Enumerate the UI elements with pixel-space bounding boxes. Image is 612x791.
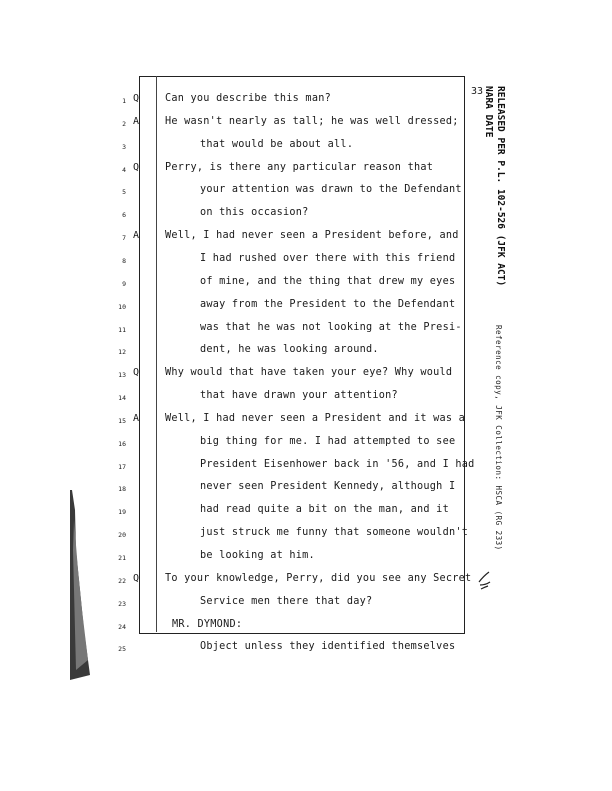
- line-number: 25: [118, 645, 126, 654]
- line-text: Well, I had never seen a President before, and: [165, 230, 459, 242]
- line-number: 10: [118, 302, 126, 311]
- line-text: Perry, is there any particular reason that: [165, 161, 434, 173]
- line-text: your attention was drawn to the Defendant: [200, 184, 462, 196]
- speaker-label: Q: [133, 93, 140, 104]
- line-number: 20: [118, 531, 126, 540]
- line-number: 21: [118, 554, 126, 562]
- speaker-label: Q: [133, 161, 140, 173]
- transcript-line: [0, 344, 600, 362]
- line-text: To your knowledge, Perry, did you see any Secret: [165, 572, 472, 584]
- line-number: 17: [118, 462, 126, 471]
- line-text: Object unless they identified themselves: [200, 641, 456, 653]
- line-text: big thing for me. I had attempted to see: [200, 435, 456, 447]
- line-text: Can you describe this man?: [165, 93, 331, 104]
- line-text: that have drawn your attention?: [200, 390, 398, 402]
- line-number: 13: [118, 371, 126, 380]
- line-number: 9: [122, 279, 126, 288]
- transcript-line: [0, 322, 600, 340]
- transcript-line: [0, 253, 600, 271]
- line-text: I had rushed over there with this friend: [200, 252, 456, 264]
- transcript-line: [0, 139, 600, 157]
- transcript-line: [0, 230, 600, 248]
- line-number: 8: [122, 256, 126, 265]
- transcript-line: [0, 276, 600, 294]
- line-text: be looking at him.: [200, 550, 315, 561]
- transcript-line: [0, 184, 600, 202]
- line-number: 23: [118, 599, 126, 608]
- transcript-line: [0, 459, 600, 477]
- line-number: 2: [122, 119, 126, 128]
- line-number: 1: [122, 97, 126, 105]
- reference-copy-note: Reference copy, JFK Collection: HSCA (RG 233): [494, 325, 503, 551]
- transcript-line: [0, 367, 600, 385]
- transcript-line: [0, 390, 600, 408]
- line-text: President Eisenhower back in '56, and I had: [200, 458, 475, 470]
- speaker-label: A: [133, 412, 140, 424]
- line-text: just struck me funny that someone wouldn't: [200, 527, 469, 539]
- line-number: 4: [122, 165, 126, 174]
- transcript-line: [0, 299, 600, 317]
- line-number: 24: [118, 622, 126, 631]
- line-text: Why would that have taken your eye? Why would: [165, 367, 453, 379]
- line-number: 22: [118, 576, 126, 585]
- line-text: that would be about all.: [200, 138, 354, 150]
- line-text: was that he was not looking at the Presi-: [200, 321, 462, 333]
- line-text: Service men there that day?: [200, 595, 373, 607]
- line-text: MR. DYMOND:: [172, 618, 243, 630]
- line-text: had read quite a bit on the man, and it: [200, 504, 449, 516]
- transcript-line: [0, 116, 600, 134]
- line-number: 16: [118, 439, 126, 448]
- line-text: never seen President Kennedy, although I: [200, 481, 456, 493]
- line-number: 11: [118, 325, 126, 334]
- speaker-label: A: [133, 115, 140, 127]
- line-text: Well, I had never seen a President and it was a: [165, 412, 466, 424]
- speaker-label: A: [133, 230, 140, 242]
- transcript-line: [0, 207, 600, 225]
- transcript-line: [0, 93, 600, 111]
- line-text: of mine, and the thing that drew my eyes: [200, 275, 456, 287]
- transcript-line: [0, 436, 600, 454]
- release-stamp-line-1: RELEASED PER P.L. 102-526 (JFK ACT): [495, 86, 506, 287]
- line-text: away from the President to the Defendant: [200, 298, 456, 310]
- line-number: 6: [122, 211, 126, 220]
- handwritten-check-icon: [476, 570, 492, 592]
- line-number: 7: [122, 234, 126, 243]
- transcript-line: [0, 162, 600, 180]
- line-text: He wasn't nearly as tall; he was well dressed;: [165, 115, 459, 127]
- scan-shadow-edge: [70, 490, 92, 680]
- line-number: 3: [122, 142, 126, 151]
- line-number: 14: [118, 394, 126, 403]
- line-text: dent, he was looking around.: [200, 344, 379, 356]
- speaker-label: Q: [133, 572, 140, 584]
- release-stamp-line-2: NARA DATE: [483, 86, 494, 138]
- line-number: 12: [118, 348, 126, 357]
- line-number: 18: [118, 485, 126, 494]
- line-number: 15: [118, 416, 126, 425]
- transcript-line: [0, 413, 600, 431]
- page-number: 33: [471, 86, 484, 97]
- speaker-label: Q: [133, 367, 140, 379]
- line-number: 5: [122, 188, 126, 197]
- line-text: on this occasion?: [200, 207, 309, 219]
- line-number: 19: [118, 508, 126, 517]
